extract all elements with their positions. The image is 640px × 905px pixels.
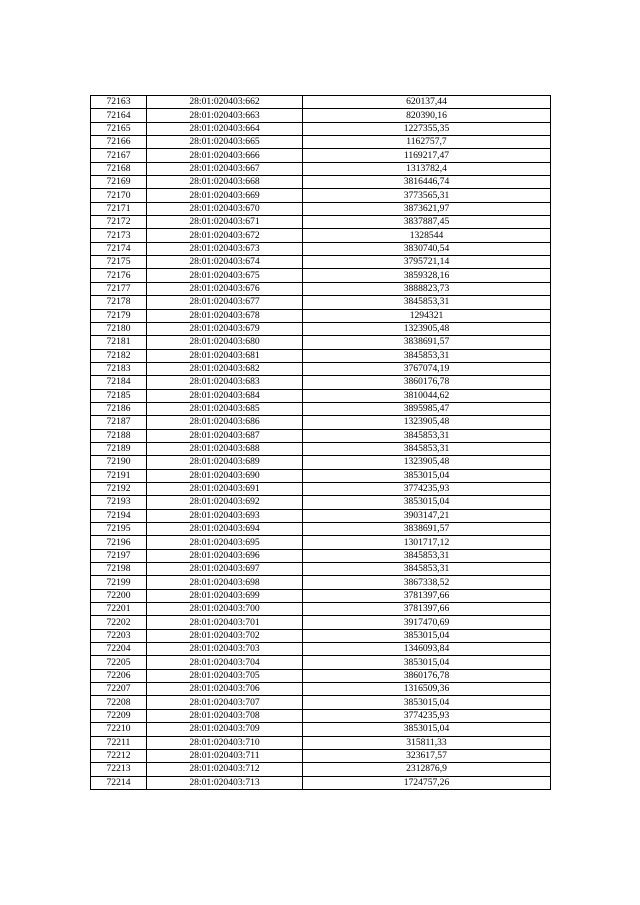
cadastral-number-cell: 28:01:020403:708 xyxy=(147,709,303,722)
row-number-cell: 72188 xyxy=(91,429,147,442)
table-row xyxy=(91,109,551,122)
table-row xyxy=(91,189,551,202)
value-cell: 3781397,66 xyxy=(303,603,551,616)
cadastral-number-cell: 28:01:020403:705 xyxy=(147,669,303,682)
table-row xyxy=(91,603,551,616)
row-number-cell: 72190 xyxy=(91,456,147,469)
row-number-cell: 72212 xyxy=(91,749,147,762)
value-cell: 3773565,31 xyxy=(303,189,551,202)
table-row xyxy=(91,496,551,509)
cadastral-number-cell: 28:01:020403:682 xyxy=(147,362,303,375)
table-row xyxy=(91,349,551,362)
row-number-cell: 72202 xyxy=(91,616,147,629)
table-row xyxy=(91,416,551,429)
table-row xyxy=(91,322,551,335)
value-cell: 620137,44 xyxy=(303,96,551,109)
value-cell: 3845853,31 xyxy=(303,296,551,309)
row-number-cell: 72209 xyxy=(91,709,147,722)
cadastral-number-cell: 28:01:020403:672 xyxy=(147,229,303,242)
value-cell: 3795721,14 xyxy=(303,256,551,269)
row-number-cell: 72174 xyxy=(91,242,147,255)
value-cell: 3860176,78 xyxy=(303,669,551,682)
cadastral-number-cell: 28:01:020403:686 xyxy=(147,416,303,429)
table-row xyxy=(91,389,551,402)
cadastral-number-cell: 28:01:020403:673 xyxy=(147,242,303,255)
cadastral-number-cell: 28:01:020403:687 xyxy=(147,429,303,442)
row-number-cell: 72201 xyxy=(91,603,147,616)
row-number-cell: 72176 xyxy=(91,269,147,282)
row-number-cell: 72199 xyxy=(91,576,147,589)
row-number-cell: 72164 xyxy=(91,109,147,122)
cadastral-number-cell: 28:01:020403:701 xyxy=(147,616,303,629)
row-number-cell: 72204 xyxy=(91,643,147,656)
table-row xyxy=(91,282,551,295)
row-number-cell: 72189 xyxy=(91,442,147,455)
cadastral-number-cell: 28:01:020403:674 xyxy=(147,256,303,269)
cadastral-number-cell: 28:01:020403:679 xyxy=(147,322,303,335)
table-row xyxy=(91,362,551,375)
row-number-cell: 72187 xyxy=(91,416,147,429)
row-number-cell: 72203 xyxy=(91,629,147,642)
table-row xyxy=(91,709,551,722)
cadastral-number-cell: 28:01:020403:664 xyxy=(147,122,303,135)
row-number-cell: 72173 xyxy=(91,229,147,242)
cadastral-number-cell: 28:01:020403:699 xyxy=(147,589,303,602)
table-row xyxy=(91,576,551,589)
value-cell: 3845853,31 xyxy=(303,349,551,362)
cadastral-number-cell: 28:01:020403:698 xyxy=(147,576,303,589)
value-cell: 1316509,36 xyxy=(303,683,551,696)
value-cell: 3830740,54 xyxy=(303,242,551,255)
value-cell: 2312876,9 xyxy=(303,763,551,776)
table-row xyxy=(91,456,551,469)
row-number-cell: 72180 xyxy=(91,322,147,335)
cadastral-number-cell: 28:01:020403:680 xyxy=(147,336,303,349)
row-number-cell: 72207 xyxy=(91,683,147,696)
row-number-cell: 72214 xyxy=(91,776,147,789)
cadastral-number-cell: 28:01:020403:669 xyxy=(147,189,303,202)
value-cell: 1301717,12 xyxy=(303,536,551,549)
row-number-cell: 72165 xyxy=(91,122,147,135)
row-number-cell: 72168 xyxy=(91,162,147,175)
row-number-cell: 72166 xyxy=(91,136,147,149)
row-number-cell: 72170 xyxy=(91,189,147,202)
value-cell: 3767074,19 xyxy=(303,362,551,375)
value-cell: 1724757,26 xyxy=(303,776,551,789)
table-row xyxy=(91,776,551,789)
value-cell: 3853015,04 xyxy=(303,496,551,509)
value-cell: 3873621,97 xyxy=(303,202,551,215)
value-cell: 3781397,66 xyxy=(303,589,551,602)
table-row xyxy=(91,216,551,229)
value-cell: 3816446,74 xyxy=(303,176,551,189)
value-cell: 3845853,31 xyxy=(303,429,551,442)
row-number-cell: 72196 xyxy=(91,536,147,549)
cadastral-number-cell: 28:01:020403:681 xyxy=(147,349,303,362)
value-cell: 1346093,84 xyxy=(303,643,551,656)
table-row xyxy=(91,643,551,656)
value-cell: 315811,33 xyxy=(303,736,551,749)
cadastral-number-cell: 28:01:020403:684 xyxy=(147,389,303,402)
table-row xyxy=(91,723,551,736)
cadastral-number-cell: 28:01:020403:685 xyxy=(147,402,303,415)
row-number-cell: 72211 xyxy=(91,736,147,749)
table-row xyxy=(91,469,551,482)
cadastral-number-cell: 28:01:020403:677 xyxy=(147,296,303,309)
table-row xyxy=(91,122,551,135)
value-cell: 3917470,69 xyxy=(303,616,551,629)
value-cell: 3774235,93 xyxy=(303,709,551,722)
table-row xyxy=(91,563,551,576)
cadastral-number-cell: 28:01:020403:706 xyxy=(147,683,303,696)
cadastral-number-cell: 28:01:020403:675 xyxy=(147,269,303,282)
table-row xyxy=(91,629,551,642)
value-cell: 3853015,04 xyxy=(303,723,551,736)
value-cell: 1328544 xyxy=(303,229,551,242)
value-cell: 3853015,04 xyxy=(303,469,551,482)
cadastral-value-table xyxy=(90,95,551,790)
value-cell: 3845853,31 xyxy=(303,442,551,455)
cadastral-number-cell: 28:01:020403:709 xyxy=(147,723,303,736)
cadastral-number-cell: 28:01:020403:688 xyxy=(147,442,303,455)
value-cell: 1169217,47 xyxy=(303,149,551,162)
cadastral-number-cell: 28:01:020403:667 xyxy=(147,162,303,175)
cadastral-number-cell: 28:01:020403:707 xyxy=(147,696,303,709)
table-row xyxy=(91,136,551,149)
table-row xyxy=(91,523,551,536)
row-number-cell: 72163 xyxy=(91,96,147,109)
row-number-cell: 72179 xyxy=(91,309,147,322)
row-number-cell: 72198 xyxy=(91,563,147,576)
value-cell: 3845853,31 xyxy=(303,563,551,576)
cadastral-number-cell: 28:01:020403:663 xyxy=(147,109,303,122)
row-number-cell: 72206 xyxy=(91,669,147,682)
value-cell: 3838691,57 xyxy=(303,336,551,349)
row-number-cell: 72210 xyxy=(91,723,147,736)
cadastral-number-cell: 28:01:020403:691 xyxy=(147,482,303,495)
table-row xyxy=(91,616,551,629)
value-cell: 1313782,4 xyxy=(303,162,551,175)
table-row xyxy=(91,509,551,522)
cadastral-number-cell: 28:01:020403:690 xyxy=(147,469,303,482)
table-row xyxy=(91,736,551,749)
table-row xyxy=(91,402,551,415)
cadastral-number-cell: 28:01:020403:696 xyxy=(147,549,303,562)
row-number-cell: 72186 xyxy=(91,402,147,415)
row-number-cell: 72197 xyxy=(91,549,147,562)
table-row xyxy=(91,696,551,709)
cadastral-number-cell: 28:01:020403:697 xyxy=(147,563,303,576)
table-row xyxy=(91,202,551,215)
row-number-cell: 72183 xyxy=(91,362,147,375)
table-row xyxy=(91,656,551,669)
value-cell: 1323905,48 xyxy=(303,456,551,469)
row-number-cell: 72213 xyxy=(91,763,147,776)
value-cell: 3837887,45 xyxy=(303,216,551,229)
table-row xyxy=(91,536,551,549)
value-cell: 3903147,21 xyxy=(303,509,551,522)
value-cell: 3895985,47 xyxy=(303,402,551,415)
cadastral-number-cell: 28:01:020403:689 xyxy=(147,456,303,469)
cadastral-number-cell: 28:01:020403:683 xyxy=(147,376,303,389)
row-number-cell: 72175 xyxy=(91,256,147,269)
row-number-cell: 72177 xyxy=(91,282,147,295)
table-row xyxy=(91,229,551,242)
value-cell: 3810044,62 xyxy=(303,389,551,402)
table-row xyxy=(91,176,551,189)
row-number-cell: 72200 xyxy=(91,589,147,602)
value-cell: 3845853,31 xyxy=(303,549,551,562)
row-number-cell: 72181 xyxy=(91,336,147,349)
cadastral-number-cell: 28:01:020403:710 xyxy=(147,736,303,749)
cadastral-number-cell: 28:01:020403:704 xyxy=(147,656,303,669)
row-number-cell: 72205 xyxy=(91,656,147,669)
value-cell: 3860176,78 xyxy=(303,376,551,389)
table-row xyxy=(91,549,551,562)
value-cell: 3888823,73 xyxy=(303,282,551,295)
cadastral-number-cell: 28:01:020403:666 xyxy=(147,149,303,162)
table-row xyxy=(91,683,551,696)
value-cell: 3867338,52 xyxy=(303,576,551,589)
value-cell: 1227355,35 xyxy=(303,122,551,135)
row-number-cell: 72172 xyxy=(91,216,147,229)
table-row xyxy=(91,376,551,389)
value-cell: 1323905,48 xyxy=(303,322,551,335)
cadastral-number-cell: 28:01:020403:695 xyxy=(147,536,303,549)
row-number-cell: 72195 xyxy=(91,523,147,536)
table-row xyxy=(91,482,551,495)
row-number-cell: 72167 xyxy=(91,149,147,162)
table-row xyxy=(91,269,551,282)
cadastral-number-cell: 28:01:020403:670 xyxy=(147,202,303,215)
row-number-cell: 72193 xyxy=(91,496,147,509)
table-body xyxy=(91,96,551,790)
table-row xyxy=(91,669,551,682)
cadastral-number-cell: 28:01:020403:676 xyxy=(147,282,303,295)
value-cell: 3774235,93 xyxy=(303,482,551,495)
cadastral-number-cell: 28:01:020403:668 xyxy=(147,176,303,189)
table-row xyxy=(91,162,551,175)
table-row xyxy=(91,749,551,762)
cadastral-number-cell: 28:01:020403:665 xyxy=(147,136,303,149)
value-cell: 3859328,16 xyxy=(303,269,551,282)
table-row xyxy=(91,309,551,322)
value-cell: 3853015,04 xyxy=(303,696,551,709)
value-cell: 3853015,04 xyxy=(303,629,551,642)
table-row xyxy=(91,763,551,776)
table-row xyxy=(91,429,551,442)
row-number-cell: 72169 xyxy=(91,176,147,189)
row-number-cell: 72192 xyxy=(91,482,147,495)
cadastral-number-cell: 28:01:020403:678 xyxy=(147,309,303,322)
cadastral-number-cell: 28:01:020403:662 xyxy=(147,96,303,109)
value-cell: 820390,16 xyxy=(303,109,551,122)
value-cell: 3838691,57 xyxy=(303,523,551,536)
table-row xyxy=(91,589,551,602)
cadastral-number-cell: 28:01:020403:711 xyxy=(147,749,303,762)
table-row xyxy=(91,242,551,255)
table-row xyxy=(91,442,551,455)
table-row xyxy=(91,256,551,269)
row-number-cell: 72191 xyxy=(91,469,147,482)
cadastral-number-cell: 28:01:020403:692 xyxy=(147,496,303,509)
value-cell: 323617,57 xyxy=(303,749,551,762)
cadastral-number-cell: 28:01:020403:671 xyxy=(147,216,303,229)
table-row xyxy=(91,149,551,162)
cadastral-number-cell: 28:01:020403:702 xyxy=(147,629,303,642)
cadastral-number-cell: 28:01:020403:712 xyxy=(147,763,303,776)
table-row xyxy=(91,296,551,309)
row-number-cell: 72184 xyxy=(91,376,147,389)
table-row xyxy=(91,336,551,349)
row-number-cell: 72182 xyxy=(91,349,147,362)
row-number-cell: 72194 xyxy=(91,509,147,522)
row-number-cell: 72185 xyxy=(91,389,147,402)
cadastral-number-cell: 28:01:020403:703 xyxy=(147,643,303,656)
row-number-cell: 72171 xyxy=(91,202,147,215)
cadastral-number-cell: 28:01:020403:713 xyxy=(147,776,303,789)
cadastral-number-cell: 28:01:020403:694 xyxy=(147,523,303,536)
cadastral-number-cell: 28:01:020403:700 xyxy=(147,603,303,616)
value-cell: 3853015,04 xyxy=(303,656,551,669)
table-row xyxy=(91,96,551,109)
value-cell: 1162757,7 xyxy=(303,136,551,149)
row-number-cell: 72178 xyxy=(91,296,147,309)
row-number-cell: 72208 xyxy=(91,696,147,709)
cadastral-number-cell: 28:01:020403:693 xyxy=(147,509,303,522)
value-cell: 1323905,48 xyxy=(303,416,551,429)
value-cell: 1294321 xyxy=(303,309,551,322)
